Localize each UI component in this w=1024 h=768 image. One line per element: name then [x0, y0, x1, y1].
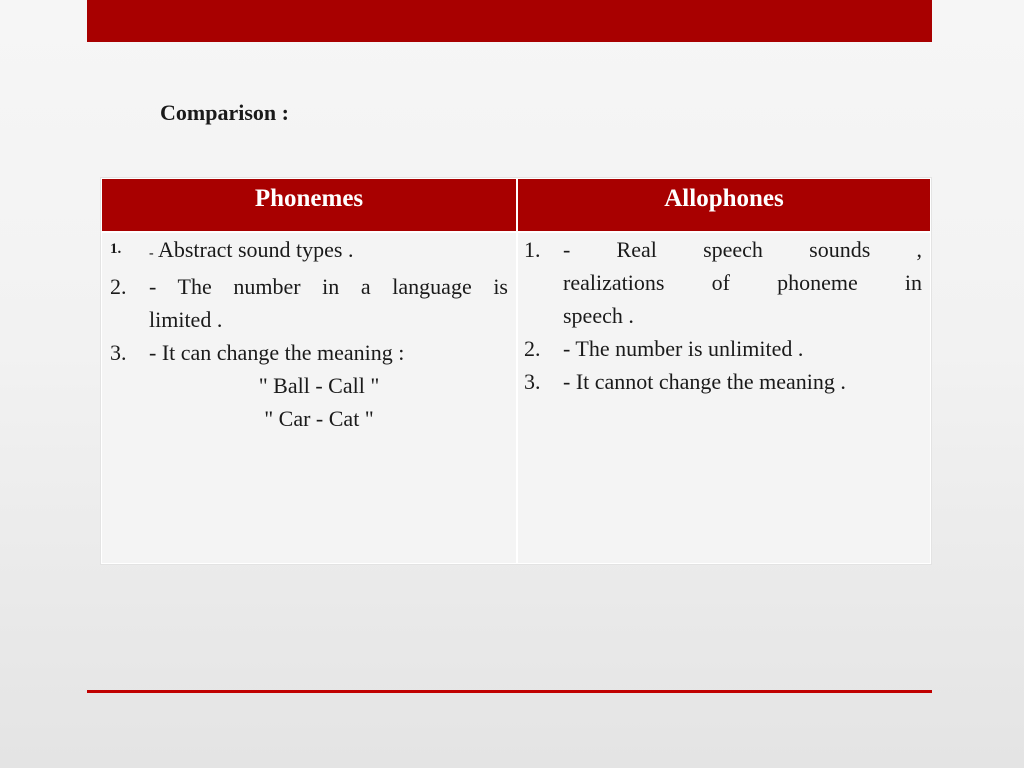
comparison-table — [101, 178, 931, 564]
list-number: 1. — [110, 241, 122, 257]
list-text-line: speech . — [563, 303, 634, 328]
list-text: - It cannot change the meaning . — [563, 369, 846, 394]
allophones-cell — [524, 233, 922, 398]
list-text-line: - The number in a language is — [149, 274, 508, 299]
bottom-rule — [87, 690, 932, 693]
phonemes-cell — [110, 233, 508, 435]
phonemes-item-2 — [110, 270, 508, 336]
phonemes-item-1 — [110, 233, 508, 270]
top-accent-bar — [87, 0, 932, 42]
list-number: 2. — [110, 274, 127, 299]
slide-heading: Comparison : — [160, 100, 289, 125]
list-text: Abstract sound types . — [153, 237, 354, 262]
example-car-cat: " Car - Cat " — [264, 406, 374, 431]
allophones-item-3 — [524, 365, 922, 398]
list-text: - It can change the meaning : — [149, 340, 405, 365]
list-number: 3. — [110, 340, 127, 365]
list-number: 1. — [524, 237, 541, 262]
list-dash: - — [149, 246, 154, 261]
allophones-item-2 — [524, 332, 922, 365]
list-number: 3. — [524, 369, 541, 394]
phonemes-item-3 — [110, 336, 508, 369]
list-number: 2. — [524, 336, 541, 361]
column-divider — [516, 179, 518, 563]
example-ball-call: " Ball - Call " — [258, 373, 380, 398]
allophones-item-1 — [524, 233, 922, 332]
list-text-line: limited . — [149, 307, 223, 332]
list-text-line: realizations of phoneme in — [563, 270, 922, 295]
header-phonemes: Phonemes — [254, 185, 364, 212]
list-text: - The number is unlimited . — [563, 336, 804, 361]
header-allophones: Allophones — [664, 185, 784, 212]
list-text-line: - Real speech sounds , — [563, 237, 922, 262]
